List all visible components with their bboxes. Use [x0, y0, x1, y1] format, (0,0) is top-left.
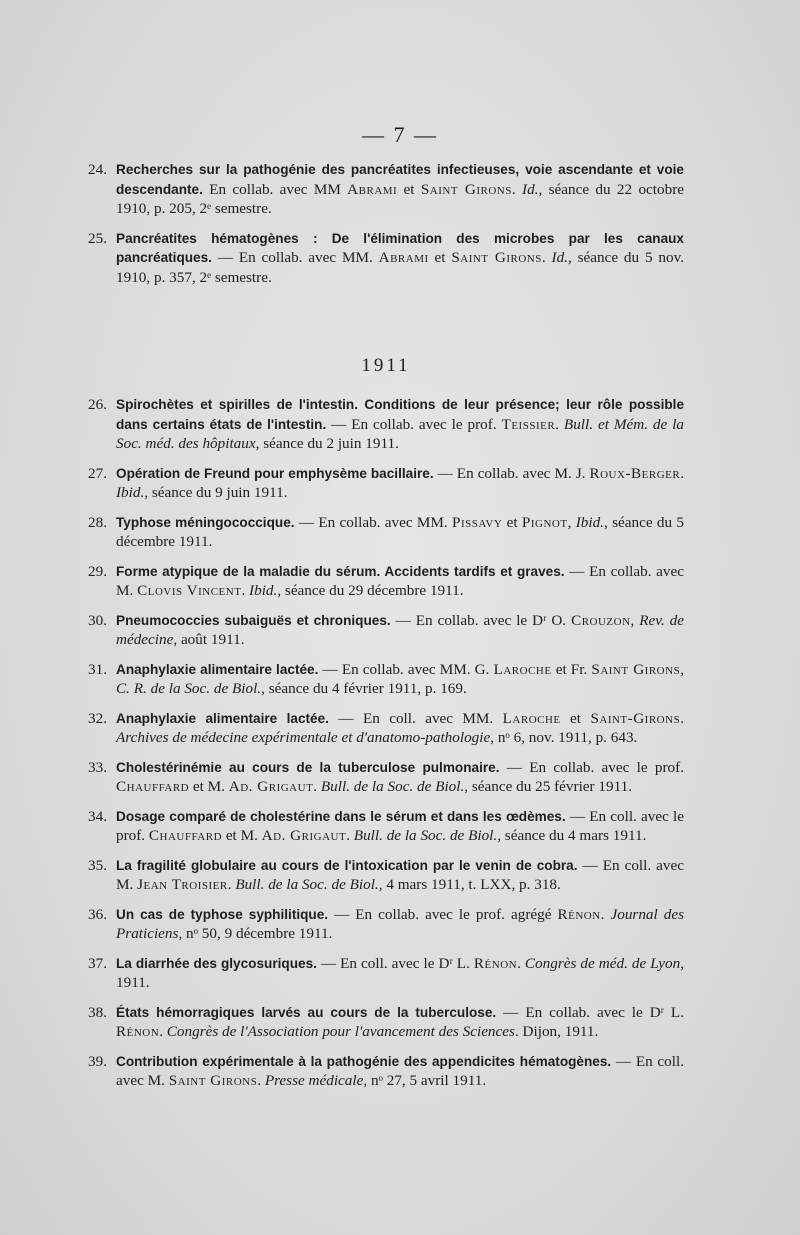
list-item: 26. Spirochètes et spirilles de l'intestin. Conditions de leur présence; leur rôle possible dans certains états de l'intestin. — En collab. avec le prof. Teissier. Bull. et Mém. de la Soc. méd. des hôpitaux, séance du 2 juin 1911. — [88, 396, 685, 452]
page-number: — 7 — — [362, 122, 438, 147]
list-item: 30. Pneumococcies subaiguës et chroniques. — En collab. avec le Dʳ O. Crouzon, Rev. de médecine, août 1911. — [88, 611, 684, 648]
list-item: 32. Anaphylaxie alimentaire lactée. — En coll. avec MM. Laroche et Saint-Girons. Archives de médecine expérimentale et d'anatomo-pathologie, nᵒ 6, nov. 1911, p. 643. — [88, 709, 684, 746]
list-item: 36. Un cas de typhose syphilitique. — En collab. avec le prof. agrégé Rénon. Journal des Praticiens, nᵒ 50, 9 décembre 1911. — [88, 905, 684, 942]
entries-1910 — [88, 160, 684, 287]
list-item: 34. Dosage comparé de cholestérine dans le sérum et dans les œdèmes. — En coll. avec le prof. Chauffard et M. Ad. Grigaut. Bull. de la Soc. de Biol., séance du 4 mars 1911. — [88, 807, 684, 844]
list-item: 38. États hémorragiques larvés au cours de la tuberculose. — En collab. avec le Dʳ L. Rénon. Congrès de l'Association pour l'avancement des Sciences. Dijon, 1911. — [88, 1003, 684, 1040]
list-item: 31. Anaphylaxie alimentaire lactée. — En collab. avec MM. G. Laroche et Fr. Saint Girons, C. R. de la Soc. de Biol., séance du 4 février 1911, p. 169. — [88, 660, 684, 697]
list-item: 39. Contribution expérimentale à la pathogénie des appendicites hématogènes. — En coll. avec M. Saint Girons. Presse médicale, nᵒ 27, 5 avril 1911. — [88, 1052, 684, 1089]
list-item: 33. Cholestérinémie au cours de la tuberculose pulmonaire. — En collab. avec le prof. Chauffard et M. Ad. Grigaut. Bull. de la Soc. de Biol., séance du 25 février 1911. — [88, 758, 684, 795]
list-item: 28. Typhose méningococcique. — En collab. avec MM. Pissavy et Pignot, Ibid., séance du 5 décembre 1911. — [88, 513, 684, 550]
list-item: 37. La diarrhée des glycosuriques. — En coll. avec le Dʳ L. Rénon. Congrès de méd. de Lyon, 1911. — [88, 954, 685, 991]
list-item: 29. Forme atypique de la maladie du sérum. Accidents tardifs et graves. — En collab. avec M. Clovis Vincent. Ibid., séance du 29 décembre 1911. — [88, 562, 685, 599]
list-item: 35. La fragilité globulaire au cours de l'intoxication par le venin de cobra. — En coll. avec M. Jean Troisier. Bull. de la Soc. de Biol., 4 mars 1911, t. LXX, p. 318. — [88, 856, 684, 893]
list-item: 24. Recherches sur la pathogénie des pancréatites infectieuses, voie ascendante et voie descendante. En collab. avec MM Abrami et Saint Girons. Id., séance du 22 octobre 1910, p. 205, 2ᵉ semestre. — [88, 161, 684, 217]
year-heading: 1911 — [361, 355, 411, 376]
entries-1911 — [88, 355, 684, 1101]
list-item: 25. Pancréatites hématogènes : De l'élimination des microbes par les canaux pancréatiques. — En collab. avec MM. Abrami et Saint Girons. Id., séance du 5 nov. 1910, p. 357, 2ᵉ semestre. — [88, 229, 684, 286]
list-item: 27. Opération de Freund pour emphysème bacillaire. — En collab. avec M. J. Roux-Berger. Ibid., séance du 9 juin 1911. — [88, 464, 684, 501]
